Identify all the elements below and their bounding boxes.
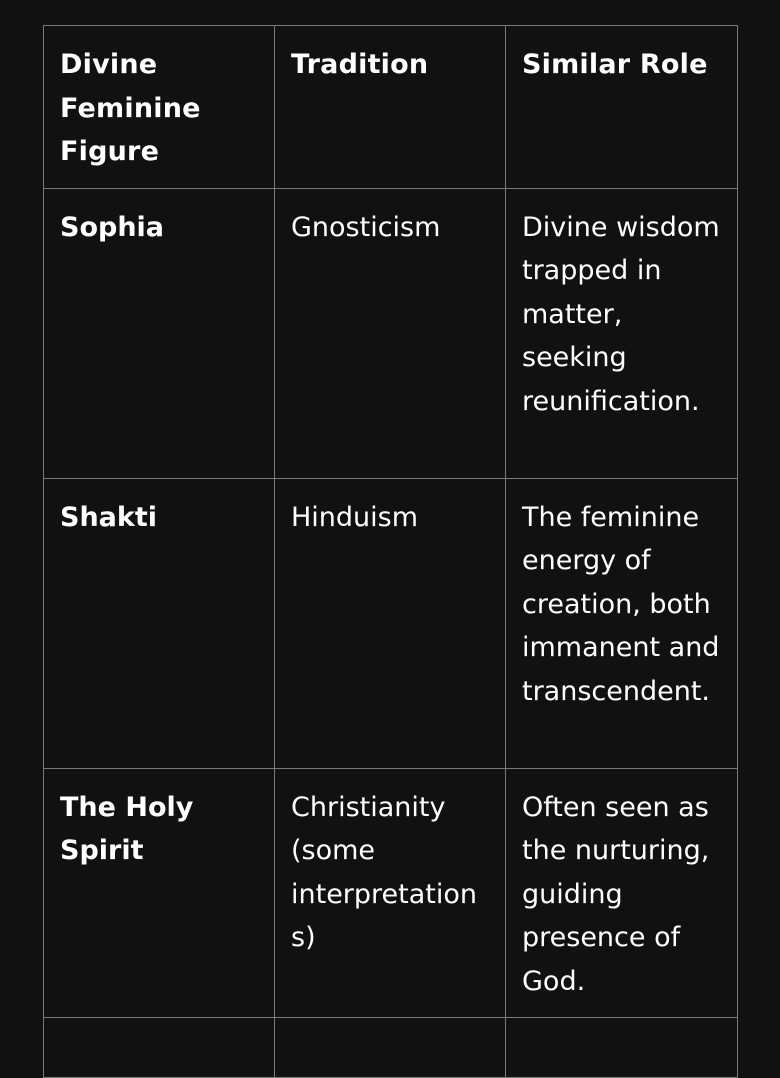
header-figure: Divine Feminine Figure: [44, 26, 275, 189]
cell-figure: Shakti: [44, 478, 275, 768]
cell-figure: [44, 1018, 275, 1078]
table-row: [44, 1018, 738, 1078]
cell-figure: Sophia: [44, 188, 275, 478]
cell-figure: The Holy Spirit: [44, 768, 275, 1018]
cell-role: Divine wisdom trapped in matter, seeking reunification.: [506, 188, 738, 478]
cell-tradition: [275, 1018, 506, 1078]
cell-tradition: Hinduism: [275, 478, 506, 768]
table-row: [44, 188, 738, 478]
header-role: Similar Role: [506, 26, 738, 189]
cell-tradition: Christianity (some interpretations): [275, 768, 506, 1018]
cell-role: [506, 1018, 738, 1078]
cell-tradition: Gnosticism: [275, 188, 506, 478]
table-row: [44, 478, 738, 768]
cell-role: Often seen as the nurturing, guiding presence of God.: [506, 768, 738, 1018]
header-tradition: Tradition: [275, 26, 506, 189]
table-header-row: [44, 26, 738, 189]
divine-feminine-table: [43, 25, 738, 1078]
comparison-table-container: [43, 25, 737, 1078]
cell-role: The feminine energy of creation, both immanent and transcendent.: [506, 478, 738, 768]
table-row: [44, 768, 738, 1018]
